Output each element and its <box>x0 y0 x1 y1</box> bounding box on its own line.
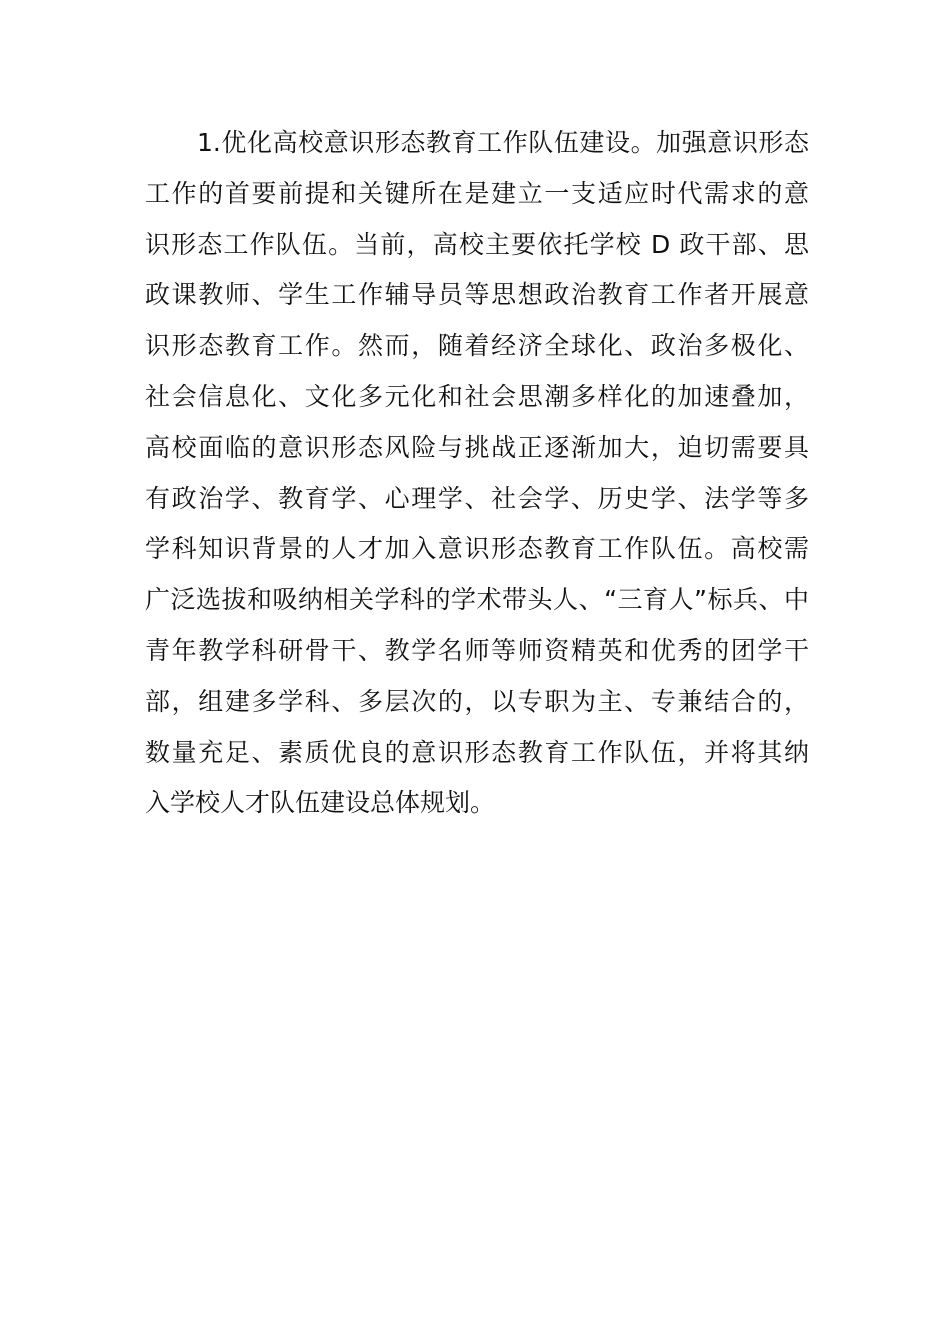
paragraph-line: 政课教师、学生工作辅导员等思想政治教育工作者开展意 <box>145 280 809 310</box>
paragraph-line: 部，组建多学科、多层次的，以专职为主、专兼结合的， <box>145 686 809 716</box>
paragraph-line: 学科知识背景的人才加入意识形态教育工作队伍。高校需 <box>145 534 809 564</box>
paragraph-line: 识形态教育工作。然而，随着经济全球化、政治多极化、 <box>145 331 809 361</box>
body-paragraph <box>145 118 809 829</box>
paragraph-line: 有政治学、教育学、心理学、社会学、历史学、法学等多 <box>145 483 809 513</box>
paragraph-line: 青年教学科研骨干、教学名师等师资精英和优秀的团学干 <box>145 635 809 665</box>
paragraph-line: 数量充足、素质优良的意识形态教育工作队伍，并将其纳 <box>145 737 809 767</box>
paragraph-line: 社会信息化、文化多元化和社会思潮多样化的加速叠加， <box>145 381 809 411</box>
paragraph-line: 1.优化高校意识形态教育工作队伍建设。加强意识形态 <box>197 128 809 157</box>
paragraph-line: 高校面临的意识形态风险与挑战正逐渐加大，迫切需要具 <box>145 432 809 462</box>
paragraph-line: 工作的首要前提和关键所在是建立一支适应时代需求的意 <box>145 178 809 208</box>
paragraph-line: 识形态工作队伍。当前，高校主要依托学校 D 政干部、思 <box>145 229 809 259</box>
paragraph-line: 广泛选拔和吸纳相关学科的学术带头人、“三育人”标兵、中 <box>145 585 809 615</box>
paragraph-line: 入学校人才队伍建设总体规划。 <box>145 788 496 818</box>
